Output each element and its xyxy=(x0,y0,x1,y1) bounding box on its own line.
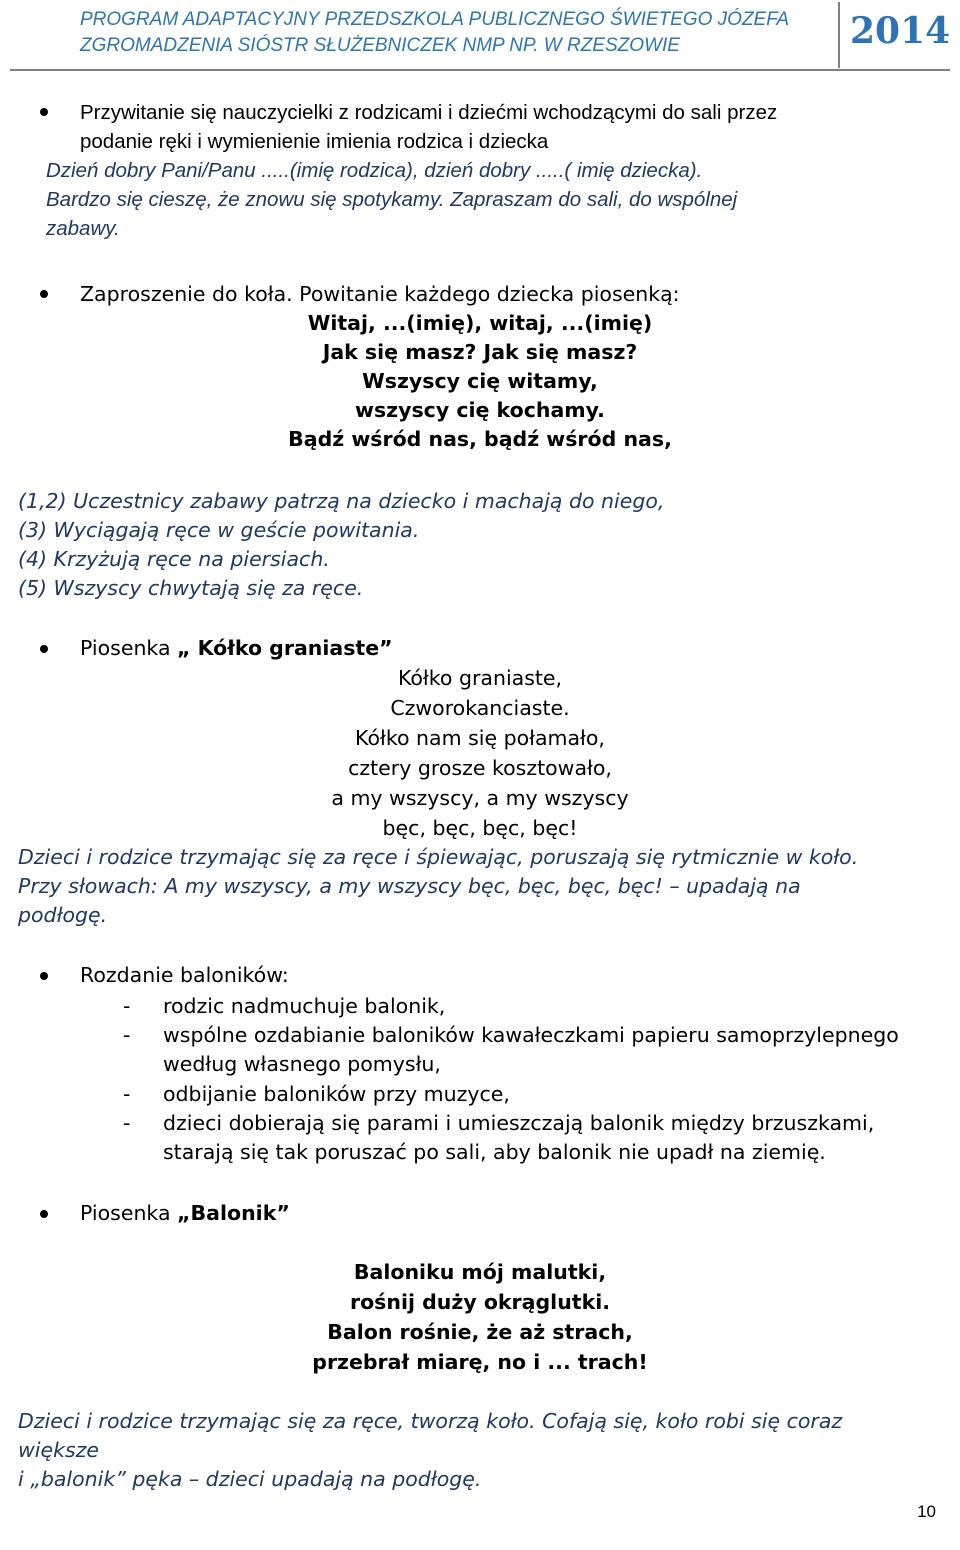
song2-note: i „balonik” pęka – dzieci upadają na podłogę. xyxy=(18,1467,482,1491)
balloons-item: wspólne ozdabianie baloników kawałeczkami papieru samoprzylepnego xyxy=(163,1023,899,1047)
balloons-item: dzieci dobierają się parami i umieszczają balonik między brzuszkami, xyxy=(163,1111,875,1135)
song1-lyric: Czworokanciaste. xyxy=(390,696,570,720)
song2-heading xyxy=(80,1199,290,1228)
circle-note: (4) Krzyżują ręce na piersiach. xyxy=(18,547,330,571)
page-header xyxy=(0,0,960,68)
song2-label: Piosenka xyxy=(80,1201,178,1225)
balloons-item: odbijanie baloników przy muzyce, xyxy=(163,1082,510,1106)
balloons-item: rodzic nadmuchuje balonik, xyxy=(163,994,446,1018)
song-line: Wszyscy cię witamy, xyxy=(362,369,598,393)
balloons-item-cont: starają się tak poruszać po sali, aby balonik nie upadł na ziemię. xyxy=(163,1140,826,1164)
greeting-quote: zabawy. xyxy=(46,217,120,240)
song-line: wszyscy cię kochamy. xyxy=(355,398,605,422)
header-title-line-2: ZGROMADZENIA SIÓSTR SŁUŻEBNICZEK NMP NP. W RZESZOWIE xyxy=(80,35,680,56)
header-divider-vertical xyxy=(838,2,840,68)
song1-note: Przy słowach: A my wszyscy, a my wszyscy bęc, bęc, bęc, bęc! – upadają na xyxy=(18,874,801,898)
song2-lyric: Balon rośnie, że aż strach, xyxy=(327,1320,633,1344)
circle-note: (3) Wyciągają ręce w geście powitania. xyxy=(18,518,420,542)
song2-lyric: rośnij duży okrąglutki. xyxy=(349,1290,611,1314)
greeting-quote: Bardzo się cieszę, że znowu się spotykamy. Zapraszam do sali, do wspólnej xyxy=(46,188,738,211)
song1-lyric: Kółko graniaste, xyxy=(397,666,563,690)
song1-heading xyxy=(80,634,393,663)
song1-lyric: bęc, bęc, bęc, bęc! xyxy=(382,816,578,840)
dash-marker: - xyxy=(123,994,131,1018)
balloons-item-cont: według własnego pomysłu, xyxy=(163,1052,441,1076)
greeting-bullet-text: Przywitanie się nauczycielki z rodzicami i dziećmi wchodzącymi do sali przez xyxy=(80,101,778,124)
circle-bullet-text: Zaproszenie do koła. Powitanie każdego dziecka piosenką: xyxy=(80,282,680,306)
song-line: Bądź wśród nas, bądź wśród nas, xyxy=(288,427,672,451)
song-line: Witaj, ...(imię), witaj, ...(imię) xyxy=(307,311,653,335)
bullet-icon xyxy=(40,290,48,298)
page-number: 10 xyxy=(917,1502,936,1521)
song1-title: „ Kółko graniaste” xyxy=(177,636,393,660)
bullet-icon xyxy=(40,972,48,980)
greeting-bullet-text-cont: podanie ręki i wymienienie imienia rodzica i dziecka xyxy=(80,130,549,153)
song1-lyric: a my wszyscy, a my wszyscy xyxy=(331,786,629,810)
circle-note: (1,2) Uczestnicy zabawy patrzą na dziecko i machają do niego, xyxy=(18,489,665,513)
dash-marker: - xyxy=(123,1082,131,1106)
bullet-icon xyxy=(40,645,48,653)
dash-marker: - xyxy=(123,1023,131,1047)
header-divider-horizontal xyxy=(10,69,950,71)
song1-lyric: cztery grosze kosztowało, xyxy=(348,756,612,780)
bullet-icon xyxy=(40,1210,48,1218)
greeting-quote: Dzień dobry Pani/Panu .....(imię rodzica), dzień dobry .....( imię dziecka). xyxy=(46,159,703,182)
circle-note: (5) Wszyscy chwytają się za ręce. xyxy=(18,576,364,600)
header-title-line-1: PROGRAM ADAPTACYJNY PRZEDSZKOLA PUBLICZNEGO ŚWIETEGO JÓZEFA xyxy=(80,9,790,30)
balloons-bullet-text: Rozdanie baloników: xyxy=(80,963,289,987)
song2-title: „Balonik” xyxy=(177,1201,290,1225)
song2-note: Dzieci i rodzice trzymając się za ręce, tworzą koło. Cofają się, koło robi się coraz xyxy=(18,1409,843,1433)
song1-note: Dzieci i rodzice trzymając się za ręce i śpiewając, poruszają się rytmicznie w koło. xyxy=(18,845,859,869)
song2-lyric: Baloniku mój malutki, xyxy=(353,1260,607,1284)
song1-label: Piosenka xyxy=(80,636,178,660)
song-line: Jak się masz? Jak się masz? xyxy=(322,340,638,364)
header-year: 2014 xyxy=(850,10,951,52)
dash-marker: - xyxy=(123,1111,131,1135)
song2-lyric: przebrał miarę, no i ... trach! xyxy=(312,1350,648,1374)
song1-note: podłogę. xyxy=(18,903,108,927)
song2-note: większe xyxy=(18,1438,99,1462)
bullet-icon xyxy=(40,108,48,116)
song1-lyric: Kółko nam się połamało, xyxy=(355,726,605,750)
